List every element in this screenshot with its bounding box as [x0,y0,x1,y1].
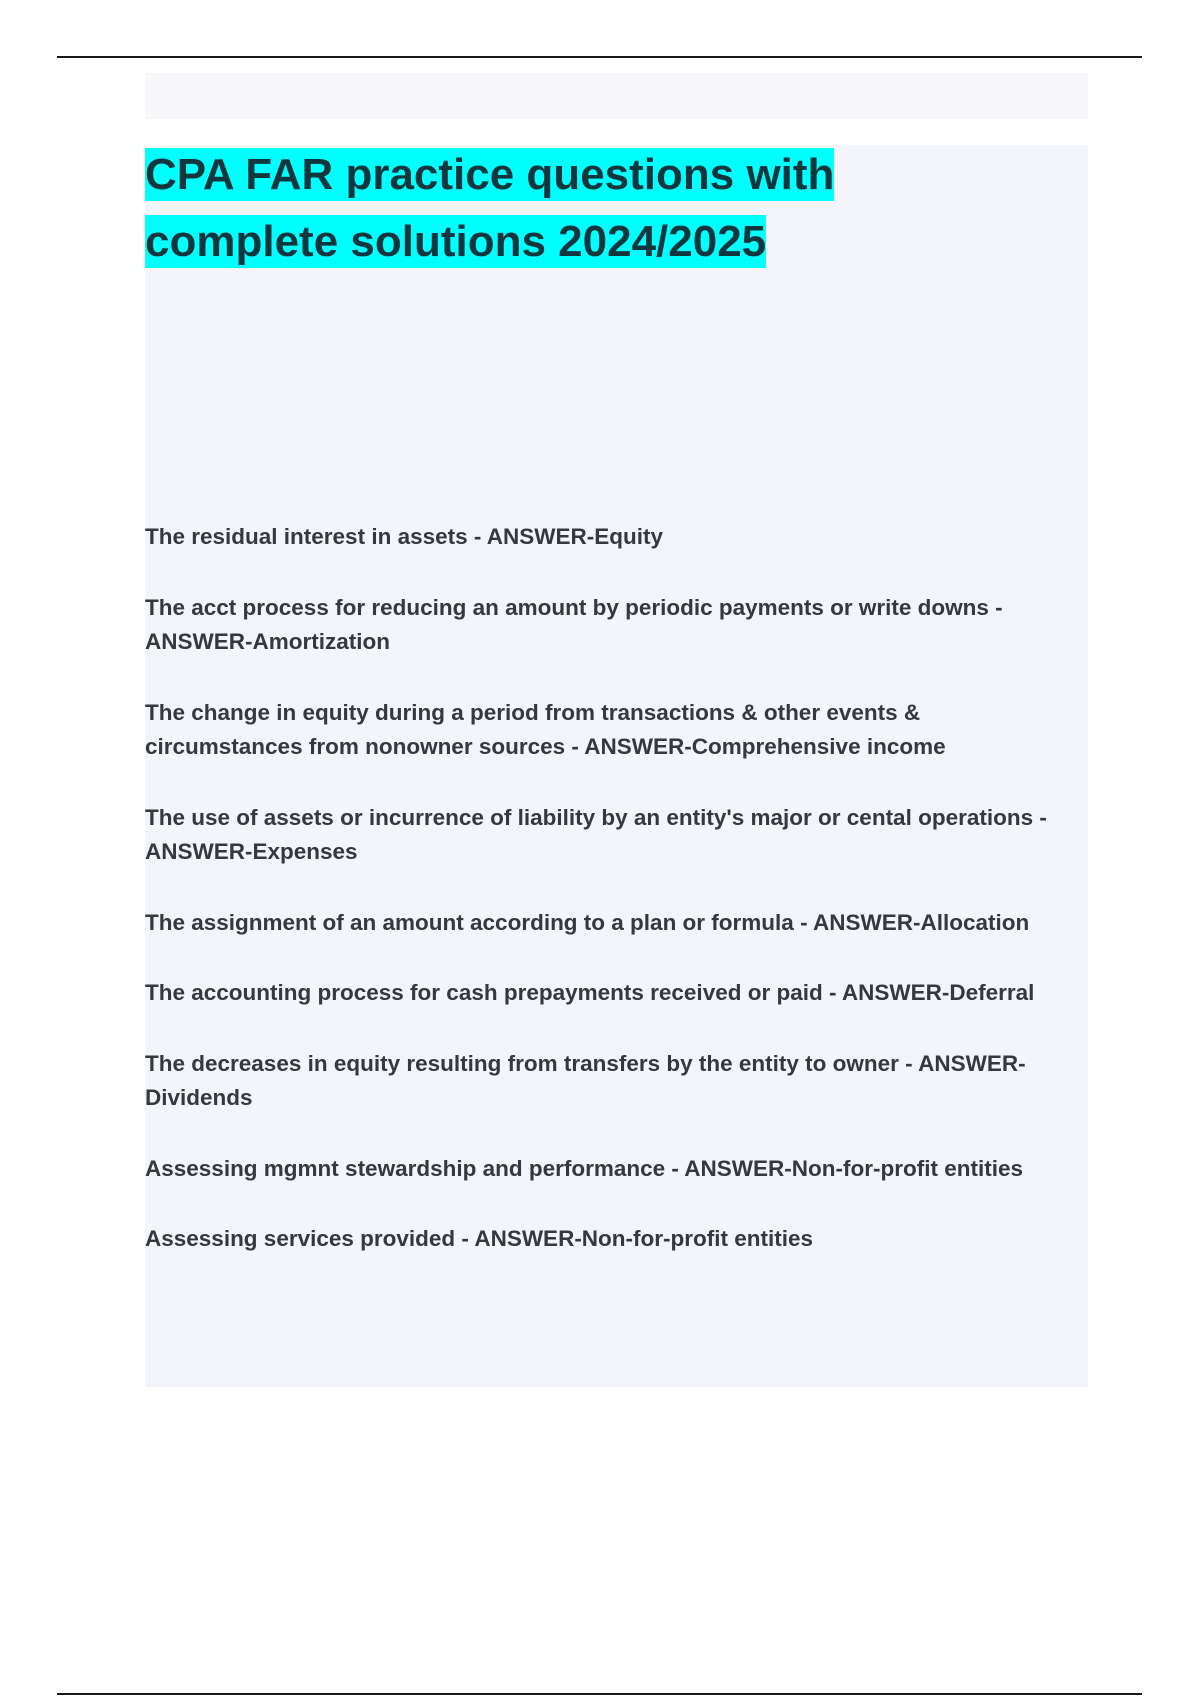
qa-item: Assessing services provided - ANSWER-Non-for-profit entities [145,1226,814,1251]
qa-item: The acct process for reducing an amount by periodic payments or write downs - ANSWER-Amortization [145,594,1003,654]
qa-item: The residual interest in assets - ANSWER-Equity [145,524,664,549]
qa-list [145,520,1075,1293]
qa-item: The change in equity during a period from transactions & other events & circumstances from nonowner sources - ANSWER-Comprehensive income [145,699,946,759]
title-line: complete solutions 2024/2025 [145,217,767,266]
bottom-rule [57,1693,1142,1695]
title-line: CPA FAR practice questions with [145,150,835,199]
qa-item: The assignment of an amount according to a plan or formula - ANSWER-Allocation [145,909,1030,935]
qa-item: Assessing mgmnt stewardship and performance - ANSWER-Non-for-profit entities [145,1155,1024,1181]
qa-item: The accounting process for cash prepayments received or paid - ANSWER-Deferral [145,980,1035,1005]
header-band [145,73,1088,119]
document-title [145,141,1045,275]
qa-item: The decreases in equity resulting from transfers by the entity to owner - ANSWER-Dividends [145,1050,1026,1110]
qa-item: The use of assets or incurrence of liability by an entity's major or cental operations - ANSWER-Expenses [145,804,1047,864]
top-rule [57,56,1142,58]
